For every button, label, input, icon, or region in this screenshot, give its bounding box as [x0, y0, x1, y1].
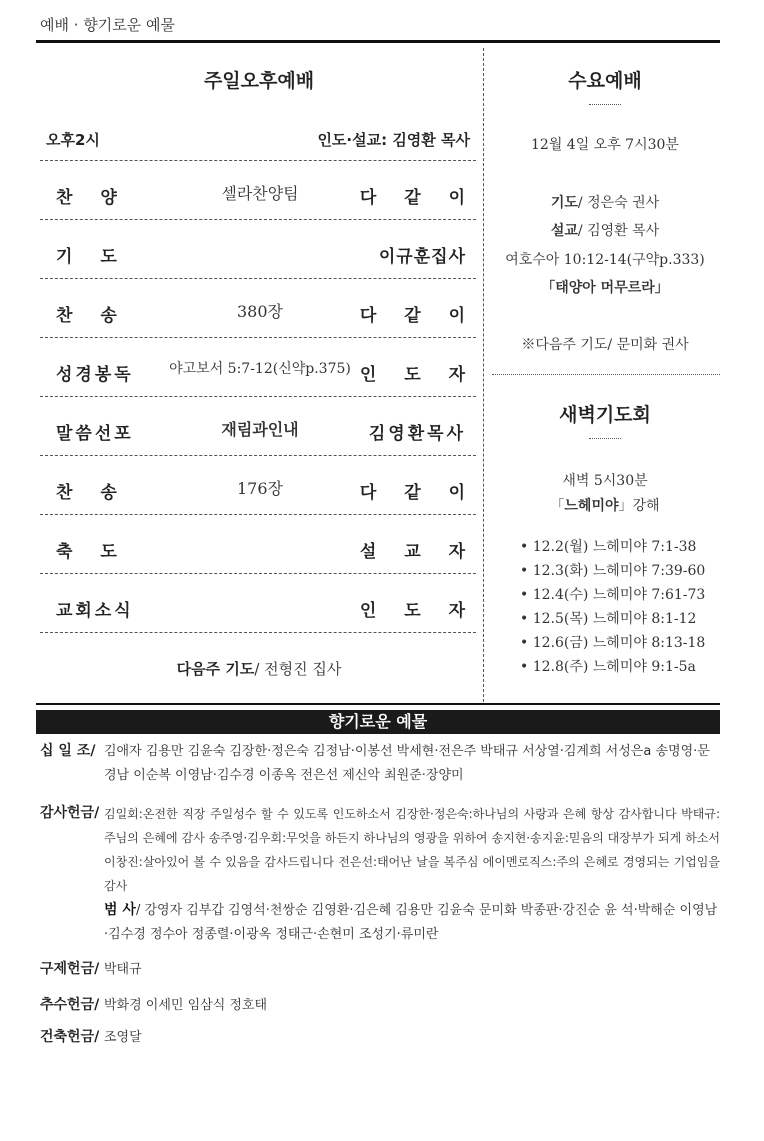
order-item-detail: 176장 — [237, 479, 283, 498]
sermon-name: / 김영환 목사 — [577, 223, 660, 239]
order-row-praise — [40, 161, 476, 220]
dawn-schedule-item: • 12.8(주) 느헤미야 9:1-5a — [520, 659, 696, 675]
sunday-time: 오후2시 — [46, 131, 100, 149]
order-row-hymn-1 — [40, 279, 476, 338]
bumsa-label: 범 사 — [104, 902, 136, 918]
tithe-names: 김애자 김용만 김윤숙 김장한·정은숙 김정남·이봉선 박세현·전은주 박태규 서상열·김계희 서성은a 송명영·문경남 이순복 이영남·김수경 이종옥 전은선 제신악 최원준·장양미 — [104, 744, 710, 783]
order-item-label: 축 도 — [56, 542, 118, 562]
dawn-schedule-item: • 12.6(금) 느헤미야 8:13-18 — [520, 635, 706, 651]
top-rule — [36, 40, 720, 43]
book-open: 「 — [550, 498, 565, 514]
sermon-label: 설교 — [550, 223, 578, 239]
relief-names: 박태규 — [104, 962, 142, 977]
title-dots — [589, 438, 621, 439]
order-item-person: 이규훈집사 — [378, 247, 466, 267]
relief-label: 구제헌금/ — [40, 961, 100, 977]
building-names: 조영달 — [104, 1030, 142, 1045]
wednesday-title: 수요예배 — [568, 70, 642, 92]
next-prayer-name: / 전형진 집사 — [254, 660, 342, 678]
tithe-section — [36, 740, 720, 788]
book-close: 」강해 — [618, 498, 660, 514]
order-item-person: 인 도 자 — [359, 365, 466, 385]
order-item-person: 설 교 자 — [359, 542, 466, 562]
order-item-person: 다 같 이 — [359, 306, 466, 326]
order-row-prayer — [40, 220, 476, 279]
order-item-person: 다 같 이 — [359, 483, 466, 503]
wednesday-sermon-title: 「태양아 머무르라」 — [541, 280, 669, 296]
harvest-label: 추수헌금/ — [40, 997, 100, 1013]
bumsa-names: / 강영자 김부갑 김영석·천쌍순 김영환·김은혜 김용만 김윤숙 문미화 박종판·강진순 윤 석·박해순 이영남·김수경 정수아 정종렬·이광옥 정태근·손현미 조성기·류미란 — [104, 903, 718, 942]
wednesday-next-prayer: ※다음주 기도/ 문미화 권사 — [521, 337, 689, 353]
section-rule — [492, 374, 720, 375]
order-row-announcements — [40, 574, 476, 633]
order-item-person: 김영환목사 — [368, 424, 466, 444]
book-name: 느헤미야 — [564, 498, 619, 514]
building-section — [36, 1026, 720, 1050]
order-item-label: 기 도 — [56, 247, 118, 267]
page-header: 예배 · 향기로운 예물 — [40, 16, 175, 34]
order-row-scripture — [40, 338, 476, 397]
title-dots — [589, 104, 621, 105]
prayer-name: / 정은숙 권사 — [577, 195, 660, 211]
dawn-schedule-item: • 12.5(목) 느헤미야 8:1-12 — [520, 611, 697, 627]
bumsa-block — [104, 898, 720, 947]
dawn-schedule — [520, 536, 720, 680]
bottom-rule — [36, 703, 720, 705]
thanks-label: 감사헌금/ — [40, 805, 100, 821]
wednesday-sermon — [490, 220, 720, 240]
column-divider — [483, 48, 484, 702]
sunday-next-prayer — [36, 658, 482, 679]
thanks-section — [36, 802, 720, 947]
dawn-schedule-item: • 12.3(화) 느헤미야 7:39-60 — [520, 563, 706, 579]
order-row-benediction — [40, 515, 476, 574]
wednesday-scripture: 여호수아 10:12-14(구약p.333) — [505, 252, 705, 268]
order-item-detail: 재림과인내 — [221, 420, 299, 439]
dawn-book — [490, 495, 720, 515]
dawn-schedule-item: • 12.2(월) 느헤미야 7:1-38 — [520, 539, 697, 555]
harvest-section — [36, 994, 720, 1018]
order-item-detail: 야고보서 5:7-12(신약p.375) — [169, 361, 351, 377]
wednesday-time: 12월 4일 오후 7시30분 — [531, 137, 679, 153]
order-item-label: 말씀선포 — [56, 424, 134, 444]
prayer-label: 기도 — [550, 195, 578, 211]
tithe-label: 십 일 조/ — [40, 743, 96, 759]
relief-section — [36, 958, 720, 982]
order-row-hymn-2 — [40, 456, 476, 515]
order-row-sermon — [40, 397, 476, 456]
order-item-label: 찬 송 — [56, 483, 118, 503]
building-label: 건축헌금/ — [40, 1029, 100, 1045]
sunday-title: 주일오후예배 — [203, 70, 315, 92]
order-item-label: 찬 송 — [56, 306, 118, 326]
order-item-person: 인 도 자 — [359, 601, 466, 621]
offerings-banner: 향기로운 예물 — [36, 710, 720, 734]
order-item-label: 성경봉독 — [56, 365, 134, 385]
order-item-label: 찬 양 — [56, 188, 118, 208]
thanks-text: 김일회:온전한 직장 주일성수 할 수 있도록 인도하소서 김장한·정은숙:하나님의 사랑과 은혜 항상 감사합니다 박태규:주님의 은혜에 감사 송주영·김우회:무엇을 하든지 하나님의 영광을 위하여 송지현·송지윤:믿음의 대장부가 되게 하소서 이창진:살아있어 볼 수 있음을 감사드립니다 전은선:태어난 날을 복주심 에이멘로직스:주의 은혜로 경영되는 기업임을 감사 — [104, 807, 720, 893]
dawn-title: 새벽기도회 — [559, 404, 651, 426]
next-prayer-label: 다음주 기도 — [176, 660, 255, 678]
sunday-leader: 인도·설교: 김영환 목사 — [317, 131, 470, 149]
order-item-label: 교회소식 — [56, 601, 134, 621]
order-item-detail: 셀라찬양팀 — [221, 184, 299, 203]
order-item-detail: 380장 — [237, 302, 283, 321]
order-item-person: 다 같 이 — [359, 188, 466, 208]
dawn-schedule-item: • 12.4(수) 느헤미야 7:61-73 — [520, 587, 706, 603]
wednesday-prayer — [490, 192, 720, 212]
harvest-names: 박화경 이세민 임삼식 정호태 — [104, 998, 268, 1013]
dawn-time: 새벽 5시30분 — [562, 473, 648, 489]
